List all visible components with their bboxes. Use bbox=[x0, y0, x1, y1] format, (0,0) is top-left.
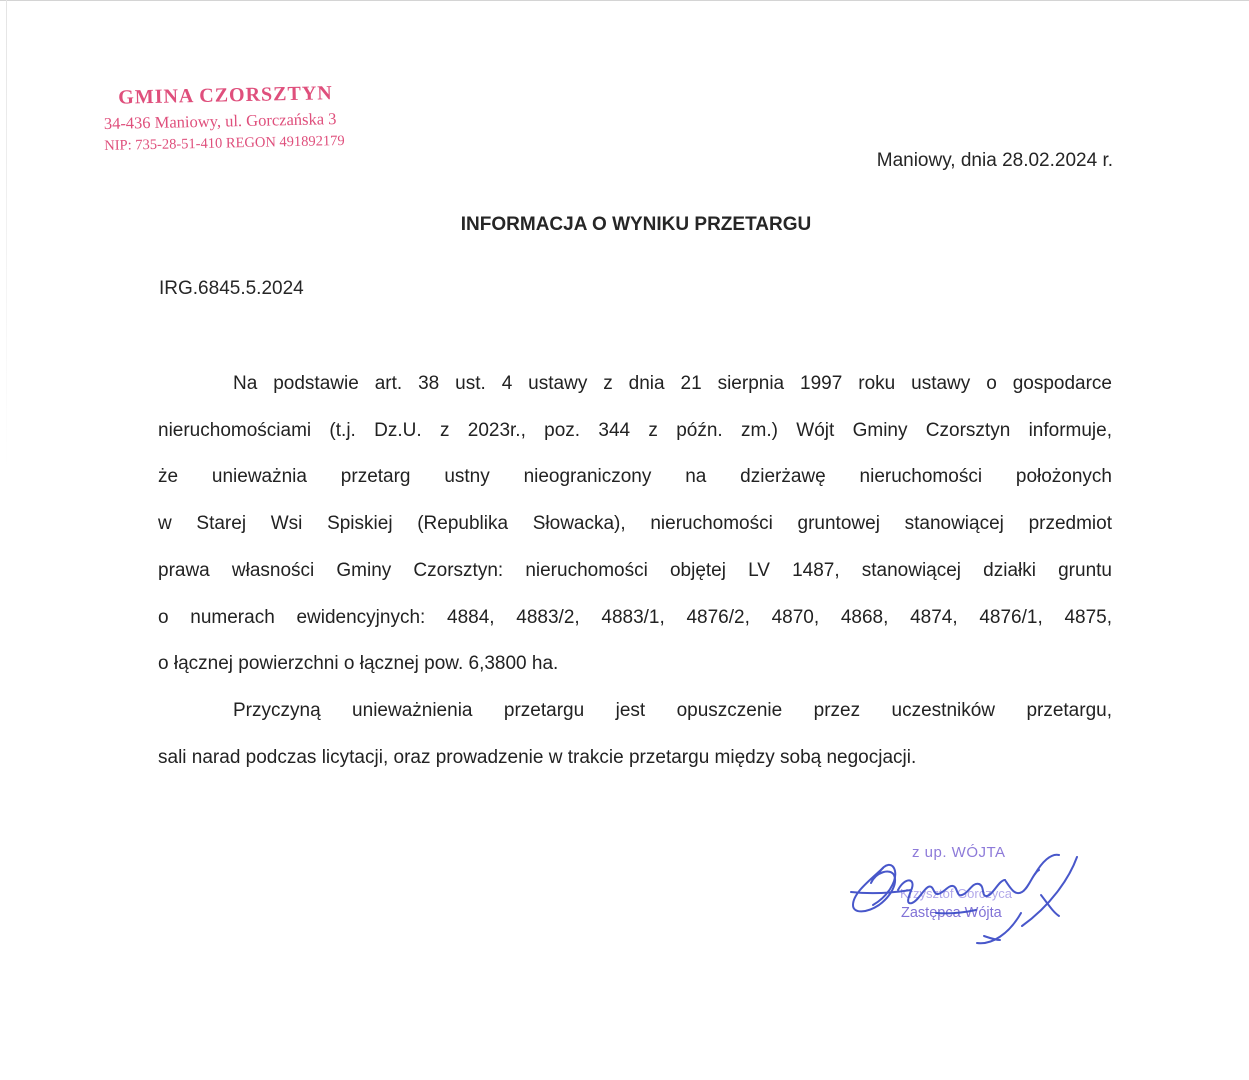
body-line: o łącznej powierzchni o łącznej pow. 6,3800 ha. bbox=[158, 653, 559, 675]
document-body bbox=[158, 361, 1112, 781]
handwritten-signature bbox=[845, 835, 1095, 965]
stamp-tax-ids: NIP: 735-28-51-410 REGON 491892179 bbox=[104, 132, 345, 154]
body-line: że unieważnia przetarg ustny nieograniczony na dzierżawę nieruchomości położonych bbox=[158, 466, 1112, 488]
document-title: INFORMACJA O WYNIKU PRZETARGU bbox=[460, 214, 812, 235]
body-line: w Starej Wsi Spiskiej (Republika Słowacka), nieruchomości gruntowej stanowiącej przedmiot bbox=[158, 513, 1112, 535]
body-line: o numerach ewidencyjnych: 4884, 4883/2, 4883/1, 4876/2, 4870, 4868, 4874, 4876/1, 4875, bbox=[158, 606, 1112, 628]
body-line: Przyczyną unieważnienia przetargu jest opuszczenie przez uczestników przetargu, bbox=[233, 699, 1112, 721]
body-line: nieruchomościami (t.j. Dz.U. z 2023r., poz. 344 z późn. zm.) Wójt Gminy Czorsztyn informuje, bbox=[158, 419, 1112, 441]
signatory-name-stamp: Krzysztof Gorczyca bbox=[900, 886, 1012, 901]
paragraph-annulment-reason bbox=[158, 688, 1112, 781]
top-border bbox=[0, 0, 1249, 1]
document-date: Maniowy, dnia 28.02.2024 r. bbox=[876, 150, 1113, 171]
signatory-position: Zastępca Wójta bbox=[901, 905, 1002, 921]
stamp-institution-name: GMINA CZORSZTYN bbox=[118, 82, 333, 109]
signature-block bbox=[845, 835, 1095, 965]
body-line: Na podstawie art. 38 ust. 4 ustawy z dnia 21 sierpnia 1997 roku ustawy o gospodarce bbox=[233, 373, 1112, 394]
paragraph-annulment-information bbox=[158, 361, 1112, 688]
issuer-stamp bbox=[103, 78, 404, 157]
signature-authority: z up. WÓJTA bbox=[912, 844, 1006, 861]
body-line: prawa własności Gminy Czorsztyn: nieruchomości objętej LV 1487, stanowiącej działki gruntu bbox=[158, 559, 1112, 581]
case-reference-number: IRG.6845.5.2024 bbox=[159, 278, 304, 299]
body-line: sali narad podczas licytacji, oraz prowadzenie w trakcie przetargu między sobą negocjacji. bbox=[158, 746, 917, 768]
stamp-address: 34-436 Maniowy, ul. Gorczańska 3 bbox=[103, 109, 337, 133]
